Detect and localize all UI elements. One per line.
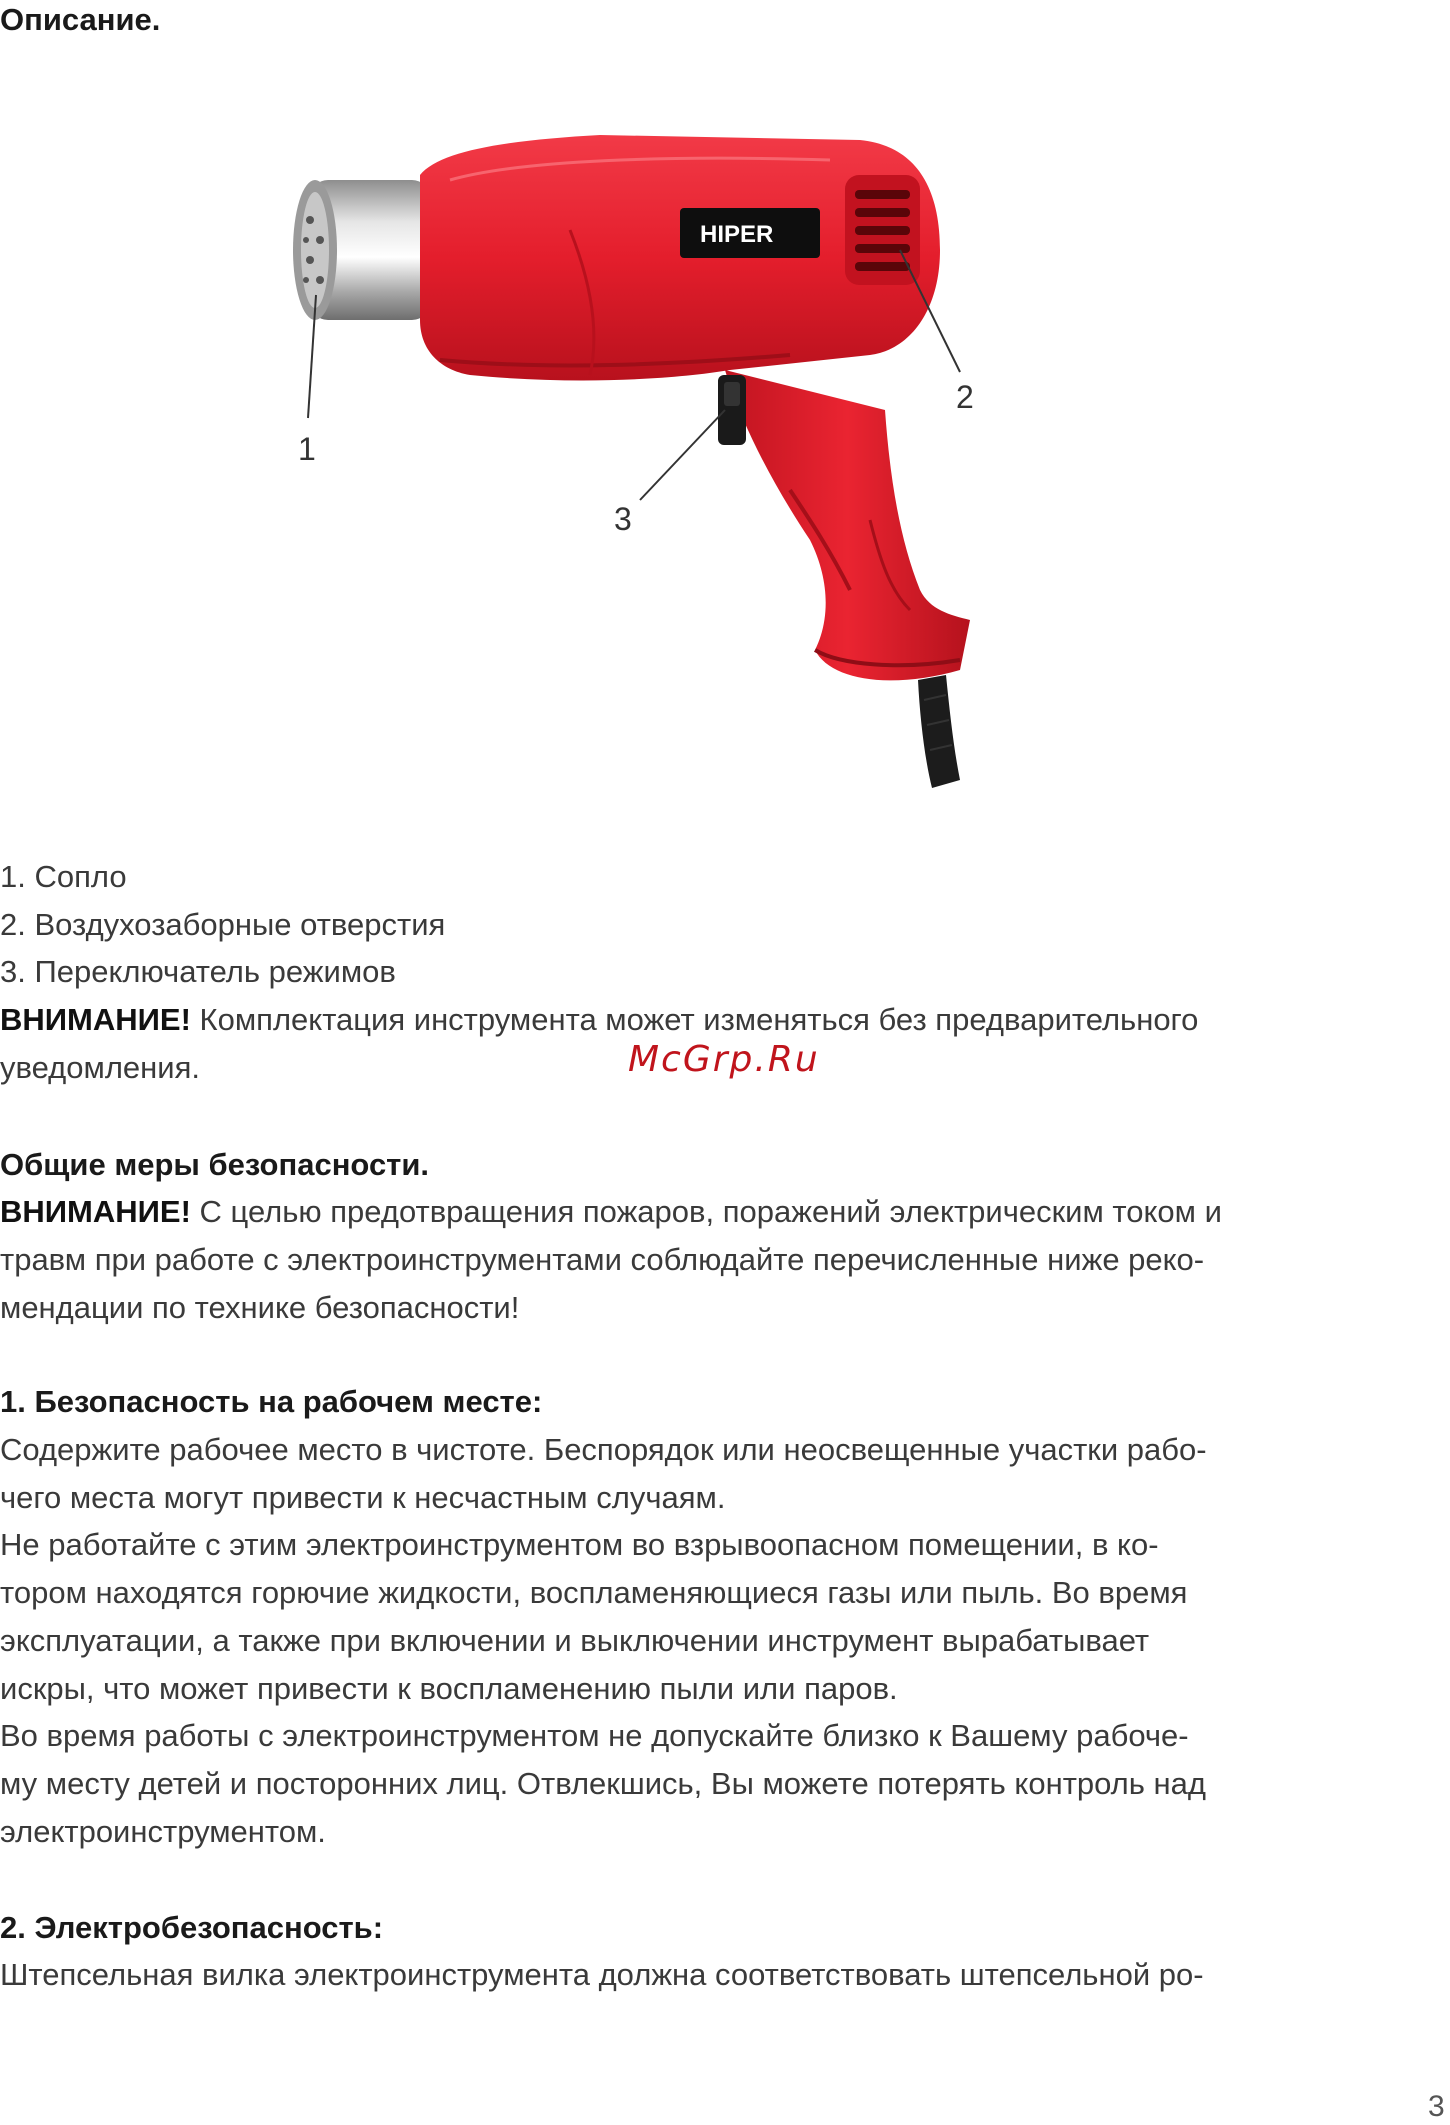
- workplace-line: чего места могут привести к несчастным случаям.: [0, 1480, 726, 1515]
- workplace-line: искры, что может привести к воспламенению пыли или паров.: [0, 1671, 898, 1706]
- workplace-line: тором находятся горючие жидкости, воспламеняющиеся газы или пыль. Во время: [0, 1575, 1188, 1610]
- workplace-line: му месту детей и посторонних лиц. Отвлекшись, Вы можете потерять контроль над: [0, 1766, 1206, 1801]
- legend-item-3: 3. Переключатель режимов: [0, 954, 396, 989]
- legend-item-2: 2. Воздухозаборные отверстия: [0, 907, 446, 942]
- handle: [725, 370, 970, 680]
- notice-line-2: уведомления.: [0, 1050, 200, 1085]
- workplace-line: Во время работы с электроинструментом не допускайте близко к Вашему рабоче-: [0, 1718, 1189, 1753]
- notice-label: ВНИМАНИЕ!: [0, 1002, 191, 1037]
- page-number: 3: [1428, 2090, 1445, 2123]
- power-cord: [918, 675, 960, 788]
- brand-logo: [680, 208, 820, 258]
- warning-line-2: травм при работе с электроинструментами соблюдайте перечисленные ниже реко-: [0, 1242, 1205, 1277]
- section-title-workplace-safety: 1. Безопасность на рабочем месте:: [0, 1384, 543, 1419]
- workplace-line: Содержите рабочее место в чистоте. Беспорядок или неосвещенные участки рабо-: [0, 1432, 1207, 1467]
- workplace-line: Не работайте с этим электроинструментом во взрывоопасном помещении, в ко-: [0, 1527, 1159, 1562]
- warning-line-3: мендации по технике безопасности!: [0, 1290, 520, 1325]
- callout-1: 1: [298, 431, 316, 467]
- notice-text-1: Комплектация инструмента может изменяться без предварительного: [190, 1002, 1199, 1037]
- section-title-general-safety: Общие меры безопасности.: [0, 1147, 430, 1182]
- callout-2: 2: [956, 379, 974, 415]
- nozzle: [293, 180, 430, 320]
- warning-line-1: [0, 1192, 1222, 1232]
- warning-text-1: С целью предотвращения пожаров, поражений электрическим током и: [190, 1194, 1222, 1229]
- notice-line-1: [0, 1000, 1198, 1040]
- section-title-description: Описание.: [0, 2, 161, 37]
- workplace-line: эксплуатации, а также при включении и выключении инструмент вырабатывает: [0, 1623, 1150, 1658]
- watermark: McGrp.Ru: [628, 1039, 820, 1080]
- heat-gun-illustration: [270, 120, 1030, 810]
- callout-3: 3: [614, 501, 632, 537]
- brand-logo-text: HIPER: [700, 221, 774, 248]
- electrical-line: Штепсельная вилка электроинструмента должна соответствовать штепсельной ро-: [0, 1957, 1204, 1992]
- section-title-electrical-safety: 2. Электробезопасность:: [0, 1910, 384, 1945]
- warning-label: ВНИМАНИЕ!: [0, 1194, 191, 1229]
- legend-item-1: 1. Сопло: [0, 859, 127, 894]
- mode-switch: [718, 375, 746, 445]
- workplace-line: электроинструментом.: [0, 1814, 326, 1849]
